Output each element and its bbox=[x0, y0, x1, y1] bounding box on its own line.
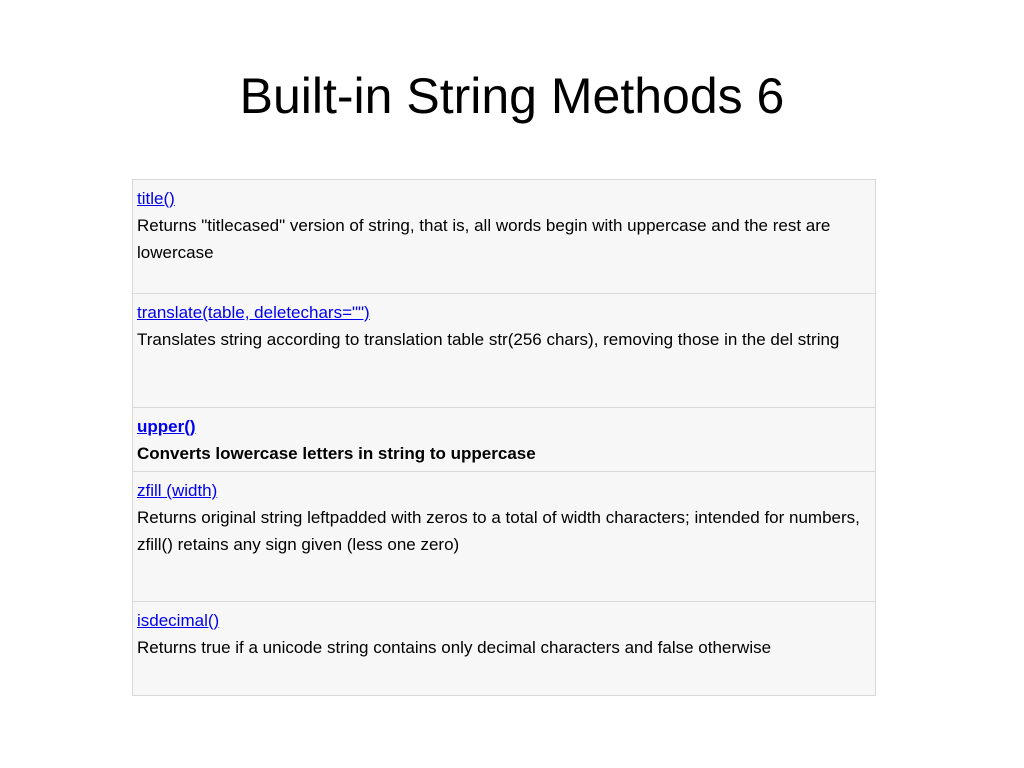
method-description: Converts lowercase letters in string to uppercase bbox=[137, 444, 536, 463]
table-row bbox=[133, 408, 876, 472]
method-cell bbox=[133, 294, 876, 408]
method-description: Returns true if a unicode string contains only decimal characters and false otherwise bbox=[137, 638, 772, 657]
slide-title: Built-in String Methods 6 bbox=[239, 68, 785, 124]
method-link-title[interactable]: title() bbox=[137, 189, 175, 208]
table-row bbox=[133, 472, 876, 602]
method-description: Translates string according to translation table str(256 chars), removing those in the del string bbox=[137, 330, 840, 349]
table-row bbox=[133, 180, 876, 294]
method-description: Returns "titlecased" version of string, that is, all words begin with uppercase and the rest are lowercase bbox=[137, 216, 831, 262]
method-description: Returns original string leftpadded with zeros to a total of width characters; intended for numbers, zfill() retains any sign given (less one zero) bbox=[137, 508, 860, 554]
method-link-translate[interactable]: translate(table, deletechars="") bbox=[137, 303, 370, 322]
method-cell bbox=[133, 180, 876, 294]
method-cell bbox=[133, 602, 876, 696]
method-cell bbox=[133, 408, 876, 472]
methods-table bbox=[132, 179, 876, 696]
method-link-isdecimal[interactable]: isdecimal() bbox=[137, 611, 220, 630]
table-row bbox=[133, 294, 876, 408]
table-row bbox=[133, 602, 876, 696]
method-cell bbox=[133, 472, 876, 602]
method-link-upper[interactable]: upper() bbox=[137, 417, 196, 436]
method-link-zfill[interactable]: zfill (width) bbox=[137, 481, 218, 500]
